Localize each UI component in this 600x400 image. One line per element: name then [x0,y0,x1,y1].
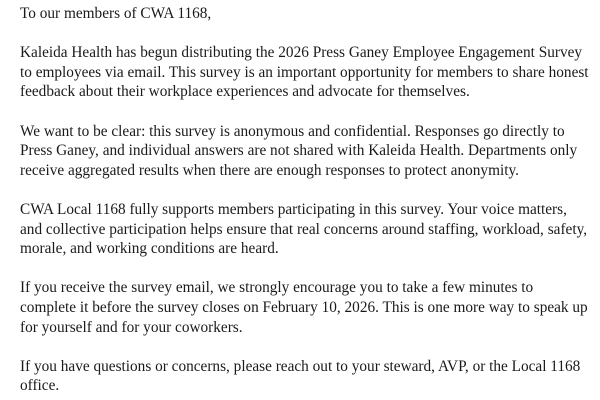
paragraph-deadline: If you receive the survey email, we strongly encourage you to take a few minutes to complete it before the survey closes on February 10, 2026. This is one more way to speak up for yourself and for your coworkers. [20,279,588,336]
paragraph-union-support: CWA Local 1168 fully supports members participating in this survey. Your voice matters, and collective participation helps ensure that real concerns around staffing, workload, safety, morale, and working conditions are heard. [20,200,588,258]
paragraph-anonymity: We want to be clear: this survey is anonymous and confidential. Responses go directly to Press Ganey, and individual answers are not shared with Kaleida Health. Departments only receive aggregated results when there are enough responses to protect anonymity. [20,122,578,179]
paragraph-survey-intro: Kaleida Health has begun distributing the 2026 Press Ganey Employee Engagement Survey to employees via email. This survey is an important opportunity for members to share honest feedback about their workplace experiences and advocate for themselves. [20,44,589,101]
salutation: To our members of CWA 1168, [20,5,212,22]
paragraph-contact: If you have questions or concerns, please reach out to your steward, AVP, or the Local 1168 office. [20,357,581,395]
